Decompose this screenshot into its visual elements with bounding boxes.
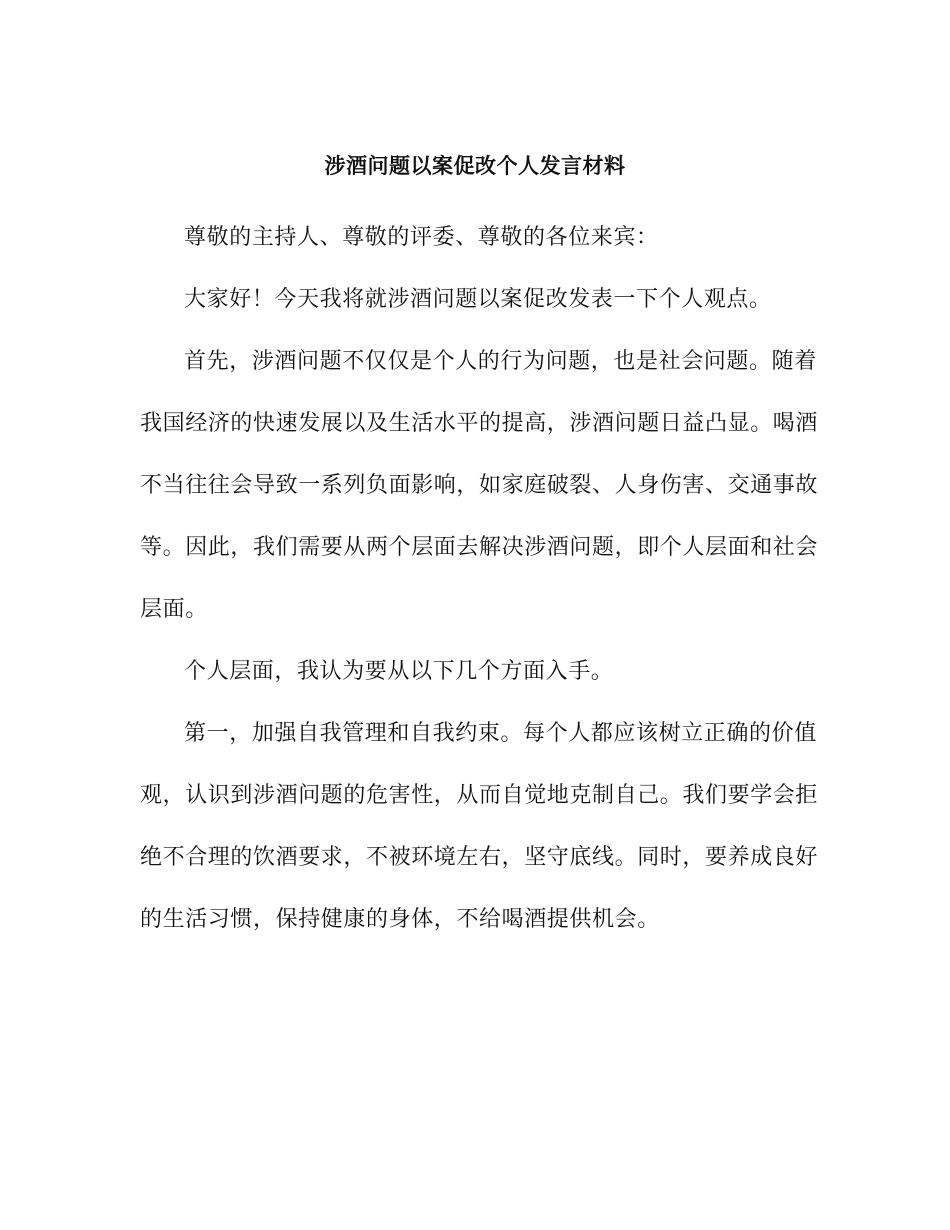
paragraph-point-one: 第一，加强自我管理和自我约束。每个人都应该树立正确的价值观，认识到涉酒问题的危害性，从而自觉地克制自己。我们要学会拒绝不合理的饮酒要求，不被环境左右，坚守底线。同时，要养成良好的生活习惯，保持健康的身体，不给喝酒提供机会。 — [140, 721, 819, 932]
paragraph-opening: 大家好！今天我将就涉酒问题以案促改发表一下个人观点。 — [184, 287, 772, 312]
paragraph-greeting: 尊敬的主持人、尊敬的评委、尊敬的各位来宾： — [184, 225, 659, 250]
document-body — [140, 207, 820, 951]
paragraph-first: 首先，涉酒问题不仅仅是个人的行为问题，也是社会问题。随着我国经济的快速发展以及生活水平的提高，涉酒问题日益凸显。喝酒不当往往会导致一系列负面影响，如家庭破裂、人身伤害、交通事故等。因此，我们需要从两个层面去解决涉酒问题，即个人层面和社会层面。 — [140, 349, 819, 622]
document-title: 涉酒问题以案促改个人发言材料 — [324, 154, 626, 178]
paragraph-personal-level: 个人层面，我认为要从以下几个方面入手。 — [184, 659, 614, 684]
